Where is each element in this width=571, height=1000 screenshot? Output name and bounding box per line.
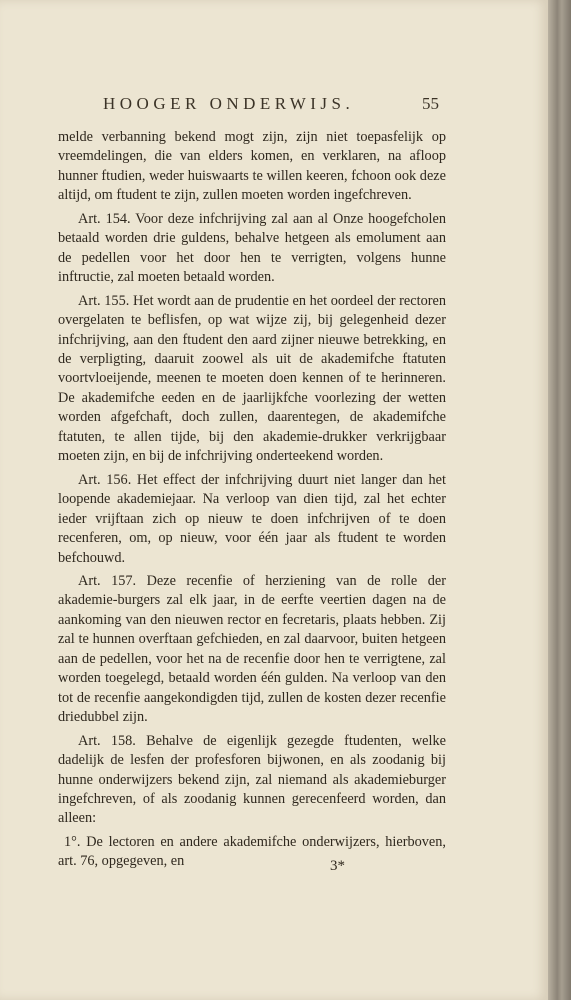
page-number: 55	[422, 94, 439, 113]
subitem-text: De lectoren en andere akademifche onderwijzers, hierboven, art. 76, opgegeven, en	[58, 833, 446, 870]
signature-mark: 3*	[330, 858, 345, 874]
paragraph-art-156: Art. 156. Het effect der infchrijving duurt niet langer dan het loopende akademiejaar. Na verloop van dien tijd, zal het echter ieder vrijftaan zich op nieuw te doen infchrijven of te doen recenferen, om, op nieuw, voor één jaar als ftudent te worden befchouwd.	[58, 471, 446, 566]
page-body	[58, 128, 446, 876]
subitem-marker: 1°.	[64, 833, 81, 850]
running-title: HOOGER ONDERWIJS.	[103, 94, 355, 113]
paragraph-art-158: Art. 158. Behalve de eigenlijk gezegde ftudenten, welke dadelijk de lesfen der profesforen bijwonen, en als zoodanig bij hunne onderwijzers bekend zijn, zal niemand als akademieburger ingefchreven, of als zoodanig kunnen gerecenfeerd worden, dan alleen:	[58, 732, 446, 827]
subitem-1	[58, 833, 446, 872]
paragraph-art-155: Art. 155. Het wordt aan de prudentie en het oordeel der rectoren overgelaten te beflisfen, op wat wijze zij, bij gelegenheid dezer infchrijving, aan den ftudent den aard zijner nieuwe betrekking, en de verpligting, daaruit zoowel als uit de akademifche ftatuten voortvloeijende, meenen te moeten doen kennen of te herinneren. De akademifche eeden en de jaarlijkfche voorlezing der wetten worden afgefchaft, doch zullen, daarentegen, de akademifche ftatuten, te allen tijde, bij den akademie-drukker verkrijgbaar moeten zijn, en bij de infchrijving onderteekend worden.	[58, 292, 446, 465]
paragraph-art-154: Art. 154. Voor deze infchrijving zal aan al Onze hoogefcholen betaald worden drie guldens, behalve hetgeen als emolument aan de pedellen voor het door hen te verrigten, volgens hunne inftructie, zal moeten betaald worden.	[58, 210, 446, 286]
paragraph-continuation: melde verbanning bekend mogt zijn, zijn niet toepasfelijk op vreemdelingen, die van elders komen, en verklaren, na afloop hunner ftudien, weder huiswaarts te willen keeren, fchoon ook deze altijd, om ftudent te zijn, zullen moeten worden ingefchreven.	[58, 129, 446, 204]
page-edge	[548, 0, 571, 1000]
paragraph-art-157: Art. 157. Deze recenfie of herziening van de rolle der akademie-burgers zal elk jaar, in de eerfte veertien dagen na de aankoming van den nieuwen rector en fecretaris, plaats hebben. Zij zal te hunnen overftaan gefchieden, en zal daarvoor, buiten hetgeen aan de pedellen, voor het na de recenfie door hen te verrigtene, zal worden toegelegd, betaald worden één gulden. Na verloop van den tot de recenfie aangekondigden tijd, zullen de kosten dezer recenfie driedubbel zijn.	[58, 572, 446, 726]
